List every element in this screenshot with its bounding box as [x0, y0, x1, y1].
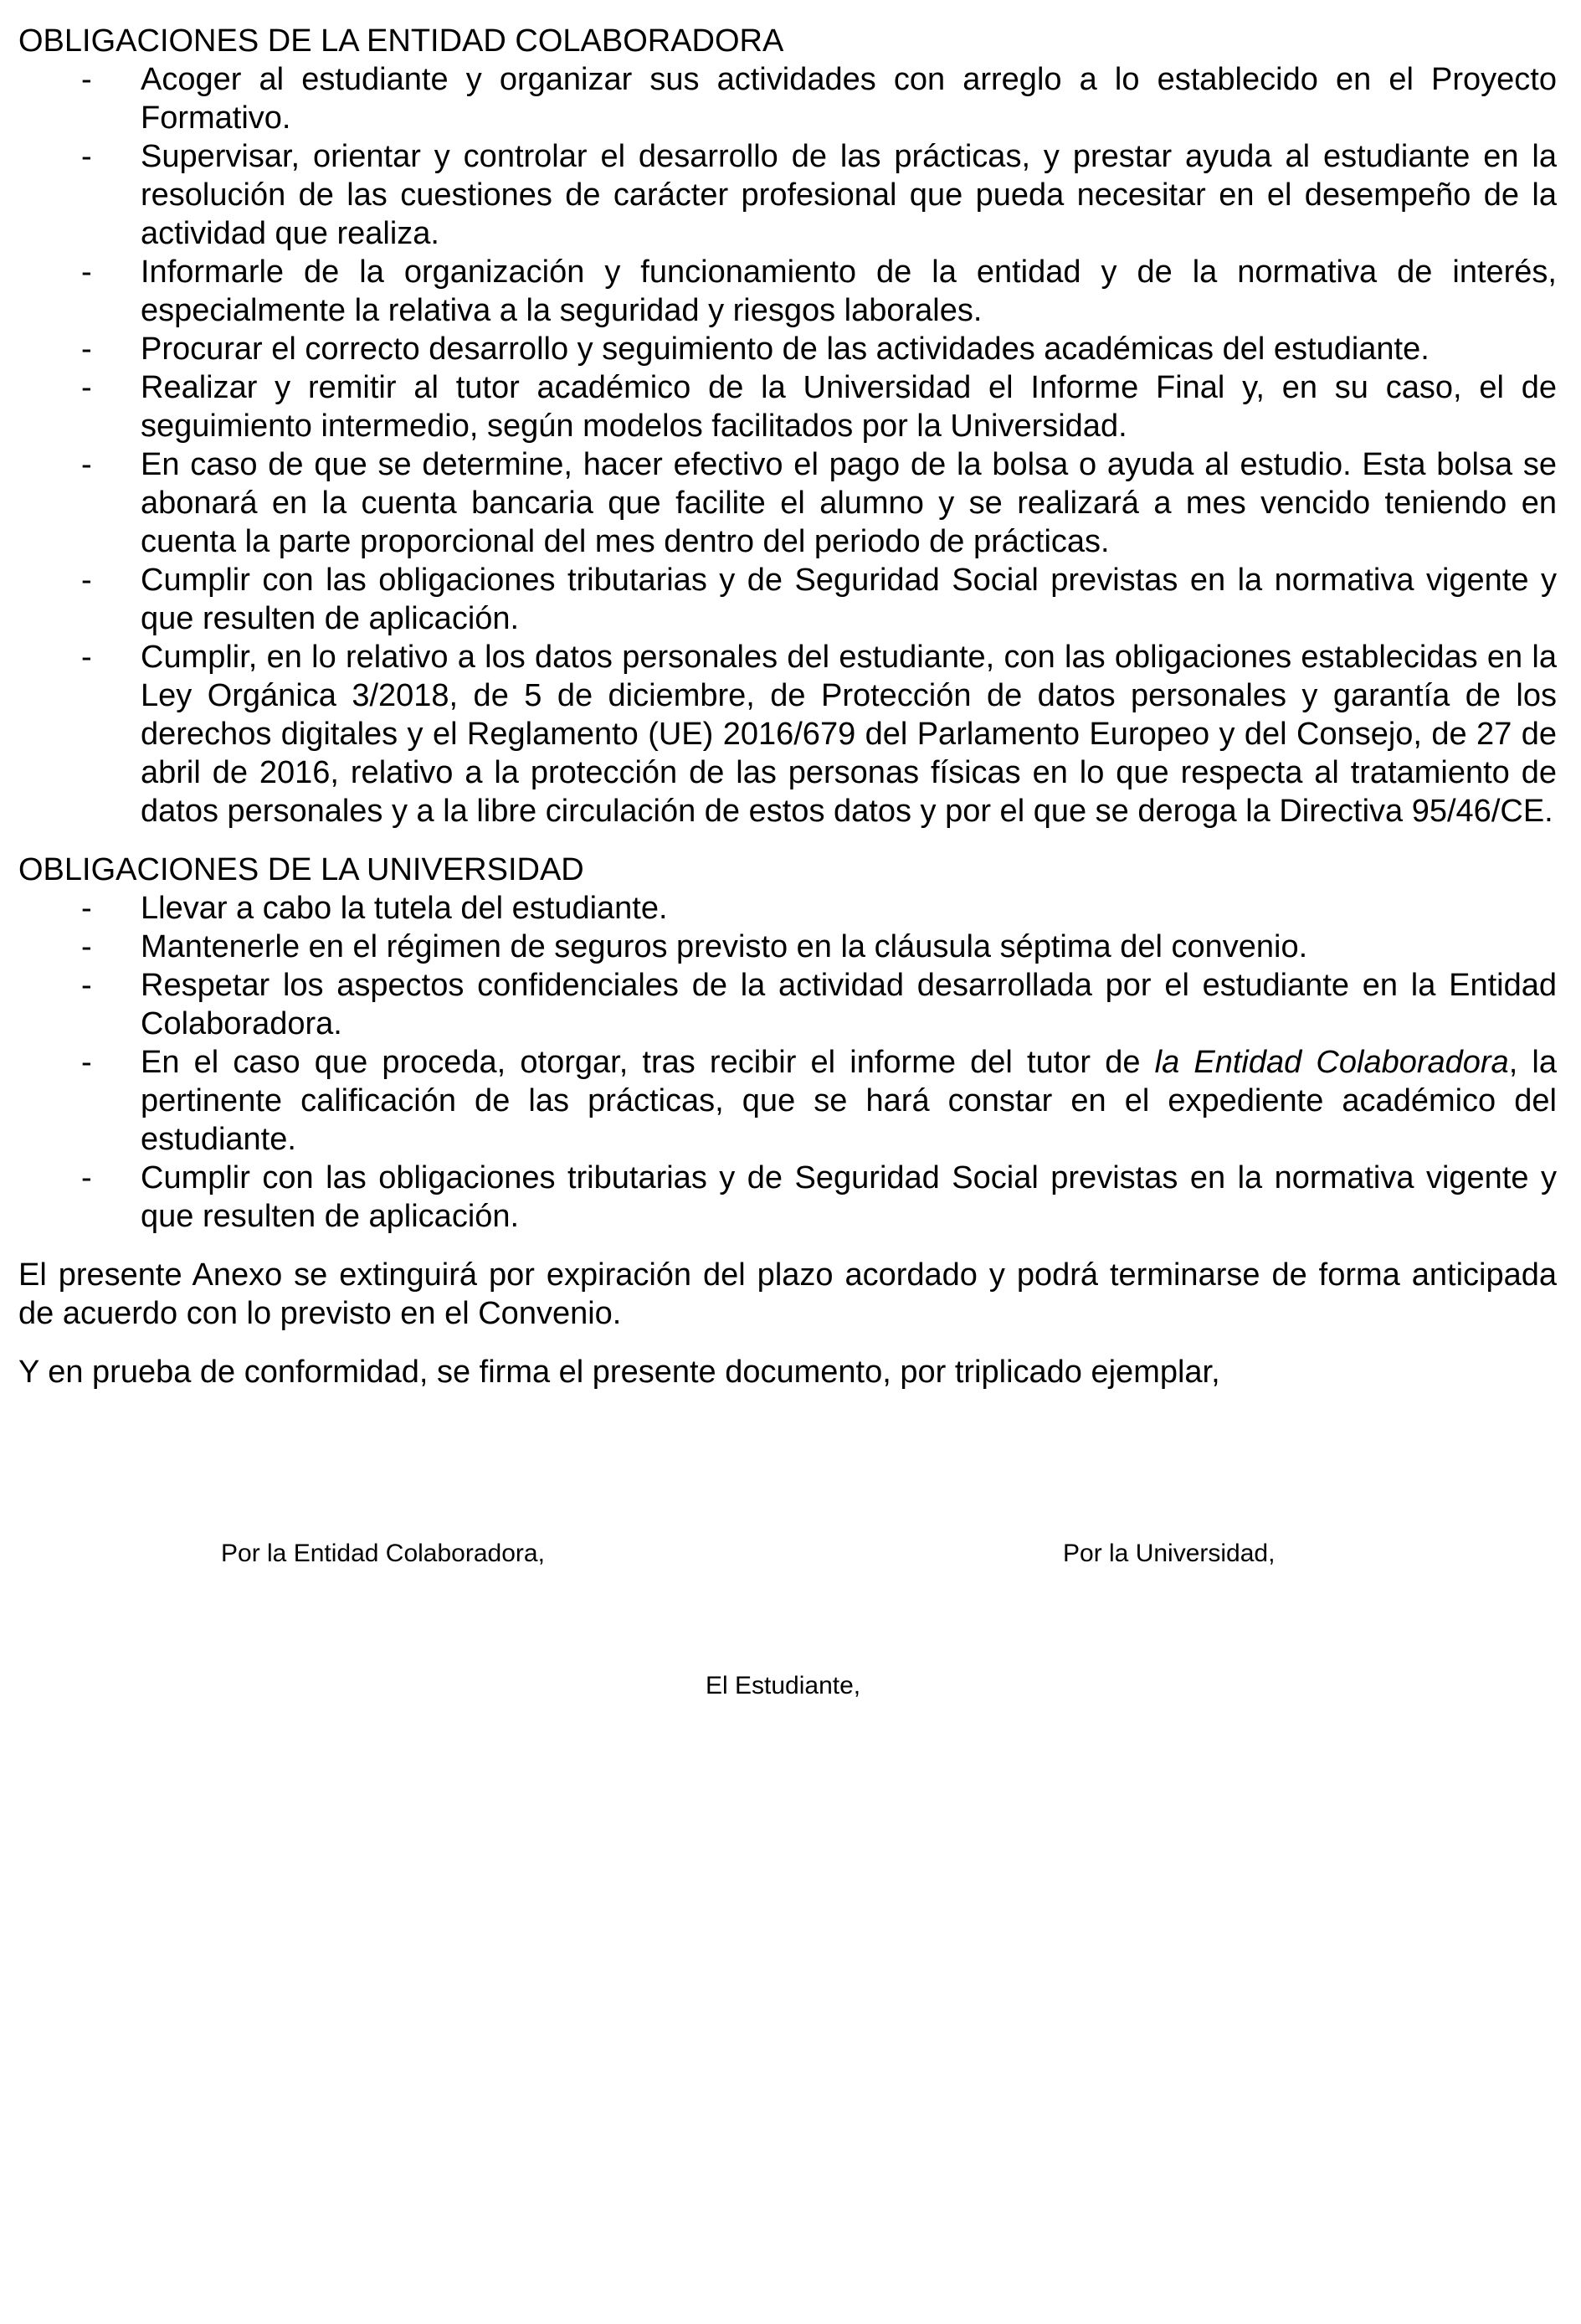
list-item-text: En el caso que proceda, otorgar, tras recibir el informe del tutor de [141, 1045, 1155, 1080]
signature-label-estudiante: El Estudiante, [706, 1672, 861, 1699]
list-item [18, 253, 1557, 330]
list-item [18, 966, 1557, 1043]
list-item-text: Realizar y remitir al tutor académico de la Universidad el Informe Final y, en su caso, el de seguimiento intermedio, según modelos facilitados por la Universidad. [141, 370, 1557, 444]
list-item [18, 60, 1557, 137]
list-item-text: Mantenerle en el régimen de seguros previsto en la cláusula séptima del convenio. [141, 929, 1308, 964]
document-body [18, 22, 1557, 1391]
list-item-text: Supervisar, orientar y controlar el desarrollo de las prácticas, y prestar ayuda al estudiante en la resolución de las cuestiones de carácter profesional que pueda necesitar en el desempeño de la actividad que realiza. [141, 139, 1557, 251]
list-item-text: , la pertinente calificación de las prácticas, que se hará constar en el expediente académico del estudiante. [141, 1045, 1557, 1157]
list-item-text: En caso de que se determine, hacer efectivo el pago de la bolsa o ayuda al estudio. Esta bolsa se abonará en la cuenta bancaria que facilite el alumno y se realizará a mes vencido teniendo en cuenta la parte proporcional del mes dentro del periodo de prácticas. [141, 447, 1557, 559]
list-item-text: Informarle de la organización y funcionamiento de la entidad y de la normativa de interés, especialmente la relativa a la seguridad y riesgos laborales. [141, 255, 1557, 328]
entidad-obligations-list [18, 60, 1557, 830]
list-item [18, 368, 1557, 445]
bullet-dash: - [81, 1160, 92, 1195]
list-item [18, 1043, 1557, 1159]
bullet-dash: - [81, 447, 92, 482]
signature-label-universidad: Por la Universidad, [1063, 1540, 1276, 1567]
list-item [18, 445, 1557, 561]
conformidad-paragraph: Y en prueba de conformidad, se firma el presente documento, por triplicado ejemplar, [18, 1355, 1220, 1390]
bullet-dash: - [81, 370, 92, 405]
list-item [18, 928, 1557, 966]
signature-label-entidad: Por la Entidad Colaboradora, [221, 1540, 545, 1567]
list-item-text: Acoger al estudiante y organizar sus actividades con arreglo a lo establecido en el Proyecto Formativo. [141, 62, 1557, 136]
list-item-text: Cumplir con las obligaciones tributarias y de Seguridad Social previstas en la normativa vigente y que resulten de aplicación. [141, 1160, 1557, 1234]
bullet-dash: - [81, 332, 92, 367]
list-item-text: Respetar los aspectos confidenciales de la actividad desarrollada por el estudiante en la Entidad Colaboradora. [141, 968, 1557, 1041]
anexo-paragraph: El presente Anexo se extinguirá por expiración del plazo acordado y podrá terminarse de forma anticipada de acuerdo con lo previsto en el Convenio. [18, 1257, 1557, 1331]
bullet-dash: - [81, 255, 92, 290]
list-item [18, 889, 1557, 928]
list-item-text: Cumplir, en lo relativo a los datos personales del estudiante, con las obligaciones establecidas en la Ley Orgánica 3/2018, de 5 de diciembre, de Protección de datos personales y garantía de los derechos digitales y el Reglamento (UE) 2016/679 del Parlamento Europeo y del Consejo, de 27 de abril de 2016, relativo a la protección de las personas físicas en lo que respecta al tratamiento de datos personales y a la libre circulación de estos datos y por el que se deroga la Directiva 95/46/CE. [141, 640, 1557, 829]
bullet-dash: - [81, 968, 92, 1003]
list-item [18, 330, 1557, 368]
section-title-entidad: OBLIGACIONES DE LA ENTIDAD COLABORADORA [18, 23, 784, 59]
list-item-text: Procurar el correcto desarrollo y seguimiento de las actividades académicas del estudiante. [141, 332, 1430, 367]
bullet-dash: - [81, 563, 92, 598]
list-item-italic-text: la Entidad Colaboradora [1154, 1045, 1509, 1080]
bullet-dash: - [81, 139, 92, 174]
section-title-universidad: OBLIGACIONES DE LA UNIVERSIDAD [18, 852, 584, 887]
bullet-dash: - [81, 62, 92, 97]
universidad-obligations-list [18, 889, 1557, 1236]
list-item [18, 1159, 1557, 1236]
bullet-dash: - [81, 640, 92, 675]
list-item [18, 137, 1557, 253]
list-item [18, 638, 1557, 830]
list-item-text: Llevar a cabo la tutela del estudiante. [141, 891, 668, 926]
bullet-dash: - [81, 891, 92, 926]
list-item-text: Cumplir con las obligaciones tributarias y de Seguridad Social previstas en la normativa vigente y que resulten de aplicación. [141, 563, 1557, 636]
list-item [18, 561, 1557, 638]
bullet-dash: - [81, 1045, 92, 1080]
bullet-dash: - [81, 929, 92, 964]
